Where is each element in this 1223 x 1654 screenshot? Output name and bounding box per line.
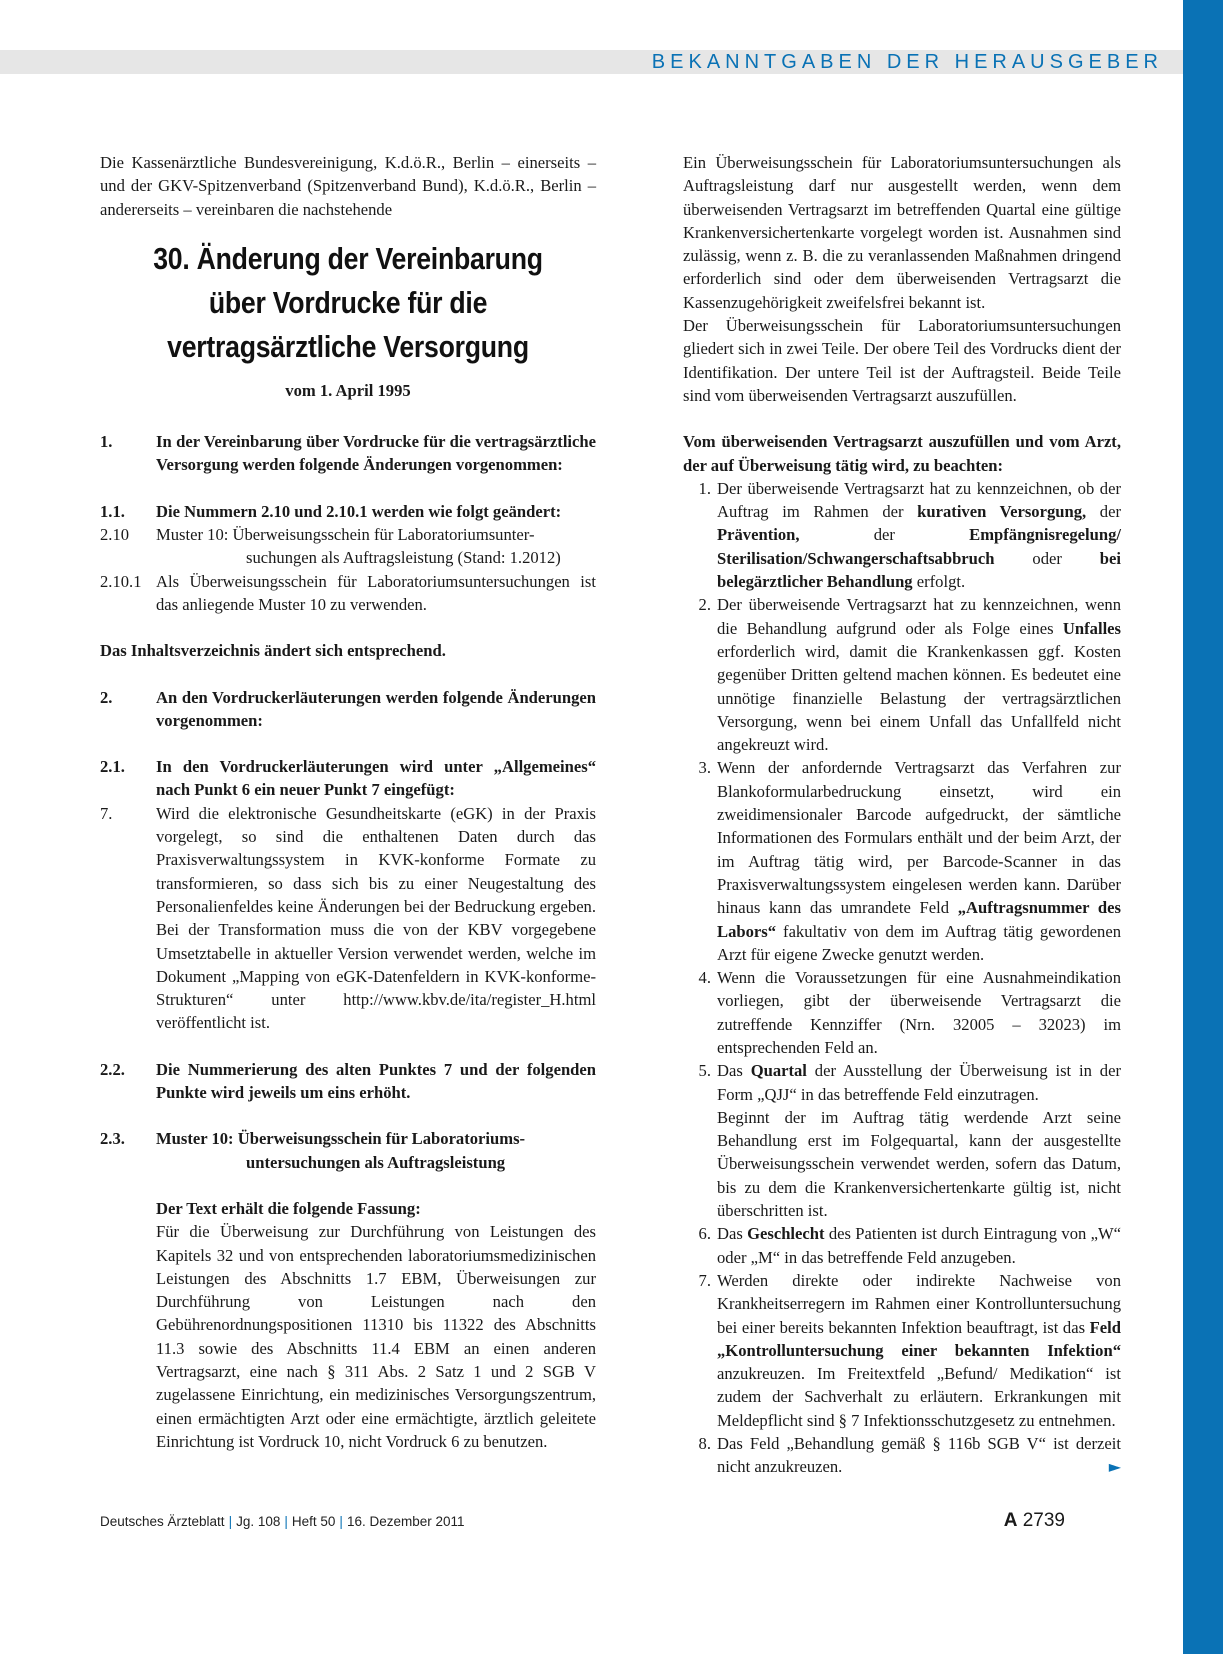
document-date: vom 1. April 1995 xyxy=(285,380,411,400)
page-number: A 2739 xyxy=(1003,1510,1065,1531)
section-text: Die Nummerierung des alten Punktes 7 und der folgenden Punkte wird jeweils um eins erhöht. xyxy=(156,1059,596,1103)
instructions-heading: Vom überweisenden Vertragsarzt auszufüllen und vom Arzt, der auf Überweisung tätig wird, zu beachten: xyxy=(683,432,1121,475)
list-item: 7. Werden direkte oder indirekte Nachweise von Krankheitserregern im Rahmen einer Kontrolluntersuchung bei einer bereits bekannten Infektion beauftragt, ist das Feld „Kontrolluntersuchung einer bekannten Infektion“ anzukreuzen. Im Freitextfeld „Befund/ Medikation“ ist zudem der Sachverhalt zu erläutern. Erkrankungen mit Meldepflicht sind § 7 Infektionsschutzgesetz zu entnehmen. xyxy=(698,1270,1121,1430)
section-header: BEKANNTGABEN DER HERAUSGEBER xyxy=(651,51,1163,73)
list-item: 5. Das Quartal der Ausstellung der Überweisung ist in der Form „QJJ“ in das betreffende Feld einzutragen. Beginnt der im Auftrag tätig werdende Arzt seine Behandlung erst im Folgequartal, kann der ausgestellte Überweisungsschein verwendet werden, sofern das Datum, bis zu dem die Krankenversichertenkarte gültig ist, nicht überschritten ist. xyxy=(698,1061,1121,1221)
section-number: 1.1. xyxy=(100,501,125,521)
section-number: 2.2. xyxy=(100,1059,125,1079)
section-number: 7. xyxy=(100,803,113,823)
section-number: 2.3. xyxy=(100,1129,125,1149)
new-point-7 xyxy=(100,802,596,1035)
section-2-3 xyxy=(100,1127,596,1174)
document-title xyxy=(135,237,562,369)
journal-issue: Heft 50 xyxy=(291,1514,336,1529)
list-item: 8. Das Feld „Behandlung gemäß § 116b SGB V“ ist derzeit nicht anzukreuzen. ► xyxy=(683,1432,1121,1479)
section-1-1 xyxy=(100,500,596,523)
paragraph-2: Der Überweisungsschein für Laboratoriumsuntersuchungen gliedert sich in zwei Teile. Der obere Teil des Vordrucks dient der Identifikation. Der untere Teil ist der Auftragsteil. Beide Teile sind vom überweisenden Vertragsarzt auszufüllen. xyxy=(683,316,1121,405)
section-1 xyxy=(100,430,596,477)
section-text: An den Vordruckerläuterungen werden folgende Änderungen vorgenommen: xyxy=(156,687,596,730)
muster-title-line-1: Überweisungsschein für Laboratoriumsunter- xyxy=(232,525,535,545)
paragraph-1: Ein Überweisungsschein für Laboratoriumsuntersuchungen als Auftragsleistung darf nur ausgestellt werden, wenn dem überweisenden Vertragsarzt im betreffenden Quartal eine gültige Krankenversichertenkarte vorgelegt worden ist. Ausnahmen sind zulässig, wenn z. B. die zu veranlassenden Maßnahmen dringend erforderlich sind oder dem überweisenden Vertragsarzt die Kassenzugehörigkeit zweifelsfrei bekannt ist. xyxy=(683,153,1121,312)
section-number: 1. xyxy=(100,432,113,452)
side-color-bar xyxy=(1183,0,1223,1654)
section-2-1 xyxy=(100,755,596,802)
title-line-3: vertragsärztliche Versorgung xyxy=(167,328,529,364)
title-line-1: 30. Änderung der Vereinbarung xyxy=(153,240,543,276)
left-column xyxy=(100,151,596,1453)
title-line-2: über Vordrucke für die xyxy=(208,284,488,320)
section-2-2 xyxy=(100,1058,596,1105)
muster-title-line-2: suchungen als Auftragsleistung (Stand: 1.2012) xyxy=(246,548,561,568)
footer-citation: Deutsches Ärzteblatt | Jg. 108 | Heft 50 | 16. Dezember 2011 xyxy=(100,1514,465,1529)
list-item: 4. Wenn die Voraussetzungen für eine Ausnahmeindikation vorliegen, gibt der überweisende Vertragsarzt die zutreffende Kennziffer (Nrn. 32005 – 32023) im entsprechenden Feld an. xyxy=(698,968,1121,1057)
issue-date: 16. Dezember 2011 xyxy=(346,1514,465,1529)
intro-paragraph: Die Kassenärztliche Bundesvereinigung, K.d.ö.R., Berlin – einerseits – und der GKV-Spitzenverband (Spitzenverband Bund), K.d.ö.R., Berlin – andererseits – vereinbaren die nachstehende xyxy=(100,153,596,219)
journal-volume: Jg. 108 xyxy=(236,1514,281,1529)
text-body: Für die Überweisung zur Durchführung von Leistungen des Kapitels 32 und von entsprechenden laboratoriumsmedizinischen Leistungen des Abschnitts 1.7 EBM, Überweisungen zur Durchführung von Leistungen nach den Gebührenordnungspositionen 11310 bis 11322 des Abschnitts 11.3 sowie des Abschnitts 11.4 EBM an einen anderen Vertragsarzt, eine nach § 311 Abs. 2 Satz 1 und 2 SGB V zugelassene Einrichtung, ein medizinisches Versorgungszentrum, einen ermächtigten Arzt oder eine ermächtigte, ärztlich geleitete Einrichtung ist Vordruck 10, nicht Vordruck 6 zu benutzen. xyxy=(156,1222,596,1451)
list-item: 1. Der überweisende Vertragsarzt hat zu kennzeichnen, ob der Auftrag im Rahmen der kurativen Versorgung, der Prävention, der Empfängnisregelung/ Sterilisation/Schwangerschaftsabbruch oder bei belegärztlicher Behandlung erfolgt. xyxy=(698,478,1121,592)
page-footer xyxy=(100,1510,1065,1538)
list-item: 6. Das Geschlecht des Patienten ist durch Eintragung von „W“ oder „M“ in das betreffende Feld anzugeben. xyxy=(698,1224,1121,1267)
section-number: 2.10.1 xyxy=(100,571,142,591)
section-text: In der Vereinbarung über Vordrucke für die vertragsärztliche Versorgung werden folgende Änderungen vorgenommen: xyxy=(156,432,596,475)
journal-name: Deutsches Ärzteblatt xyxy=(100,1514,225,1529)
section-number: 2.10 xyxy=(100,525,130,545)
text-heading: Der Text erhält die folgende Fassung: xyxy=(156,1198,421,1218)
section-text: Als Überweisungsschein für Laboratoriumsuntersuchungen ist das anliegende Muster 10 zu verwenden. xyxy=(156,571,596,614)
continue-arrow-icon: ► xyxy=(1108,1457,1121,1477)
section-number: 2.1. xyxy=(100,757,125,777)
instructions-list xyxy=(683,477,1121,1479)
toc-note: Das Inhaltsverzeichnis ändert sich entsprechend. xyxy=(100,641,446,661)
muster-label: Muster 10: xyxy=(156,525,233,545)
list-item: 2. Der überweisende Vertragsarzt hat zu kennzeichnen, wenn die Behandlung aufgrund oder als Folge eines Unfalles erforderlich wird, damit die Krankenkassen ggf. Kosten gegenüber Dritten geltend machen können. Es bedeutet eine unnötige finanzielle Belastung der vertragsärztlichen Versorgung, wenn bei einem Unfall das Unfallfeld nicht angekreuzt wird. xyxy=(698,595,1121,755)
section-2-10-1 xyxy=(100,570,596,617)
muster-label: Muster 10: xyxy=(156,1129,238,1149)
section-2 xyxy=(100,686,596,733)
list-item: 3. Wenn der anfordernde Vertragsarzt das Verfahren zur Blankoformularbedruckung einsetzt, wird ein zweidimensionaler Barcode aufgedruckt, der sämtliche Informationen des Formulars enthält und der beim Arzt, der im Auftrag tätig wird, per Barcode-Scanner in das Praxisverwaltungssystem eingelesen werden kann. Darüber hinaus kann das umrandete Feld „Auftragsnummer des Labors“ fakultativ von dem im Auftrag tätig gewordenen Arzt für eigene Zwecke genutzt werden. xyxy=(698,758,1121,964)
section-text: Die Nummern 2.10 und 2.10.1 werden wie folgt geändert: xyxy=(156,501,562,521)
section-text: In den Vordruckerläuterungen wird unter „Allgemeines“ nach Punkt 6 ein neuer Punkt 7 eingefügt: xyxy=(156,757,596,800)
section-text: Wird die elektronische Gesundheitskarte (eGK) in der Praxis vorgelegt, so sind die enthaltenen Daten durch das Praxisverwaltungssystem in KVK-konforme Formate zu transformieren, so dass sich bis zu einer Neugestaltung des Personalienfeldes keine Änderungen bei der Bedruckung ergeben. Bei der Transformation muss die von der KBV vorgegebene Umsetztabelle in aktueller Version verwendet werden, welche im Dokument „Mapping von eGK-Datenfeldern in KVK-konforme-Strukturen“ unter http://www.kbv.de/ita/register_H.html veröffentlicht ist. xyxy=(156,803,596,1033)
section-2-10 xyxy=(100,523,596,570)
right-column xyxy=(683,151,1121,1479)
muster-title-line-1: Überweisungsschein für Laboratoriums- xyxy=(237,1129,526,1149)
muster-title-line-2: untersuchungen als Auftragsleistung xyxy=(246,1152,506,1172)
section-number: 2. xyxy=(100,687,113,707)
